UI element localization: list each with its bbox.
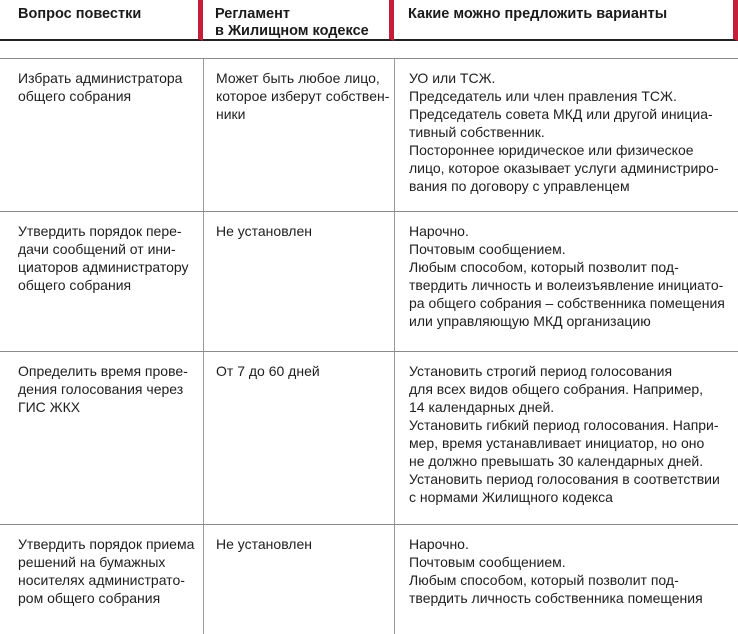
question-cell: Утвердить порядок пере- дачи сообщений от ини- циаторов администратору общего собрания (18, 223, 189, 293)
question-cell: Определить время прове- дения голосования через ГИС ЖКХ (18, 363, 188, 415)
question-cell: Избрать администратора общего собрания (18, 70, 183, 104)
header-options (394, 0, 738, 41)
header-spacer (0, 41, 738, 58)
header-label: Регламент (215, 6, 290, 22)
options-cell: УО или ТСЖ. Председатель или член правления ТСЖ. Председатель совета МКД или другой инициа- тивный собственник. Постороннее юридическое или физическое лицо, которое оказывает услуги администриро- вания по договору с управленцем (394, 59, 738, 212)
regulation-cell: От 7 до 60 дней (203, 352, 394, 525)
regulation-cell: Может быть любое лицо, которое изберут собствен- ники (203, 59, 394, 212)
table-row (0, 58, 738, 212)
header-regulation (203, 0, 394, 41)
header-agenda-question (0, 0, 203, 41)
header-label: в Жилищном кодексе (215, 23, 369, 39)
regulation-cell: Не установлен (203, 212, 394, 352)
header-label: Вопрос повестки (18, 6, 142, 22)
table-row (0, 524, 738, 634)
options-cell: Установить строгий период голосования для всех видов общего собрания. Например, 14 календарных дней. Установить гибкий период голосования. Напри- мер, время устанавливает инициатор, но оно не должно превышать 30 календарных дней. Установить период голосования в соответствии с нормами Жилищного кодекса (394, 352, 738, 525)
options-cell: Нарочно. Почтовым сообщением. Любым способом, который позволит под- твердить личность и волеизъявление инициато- ра общего собрания – собственника помещения или управляющую МКД организацию (394, 212, 738, 352)
header-label: Какие можно предложить варианты (408, 6, 668, 22)
options-cell: Нарочно. Почтовым сообщением. Любым способом, который позволит под- твердить личность собственника помещения (394, 525, 738, 634)
table-row (0, 351, 738, 525)
question-cell: Утвердить порядок приема решений на бумажных носителях администрато- ром общего собрания (18, 536, 195, 606)
table-row (0, 211, 738, 352)
regulation-cell: Не установлен (203, 525, 394, 634)
